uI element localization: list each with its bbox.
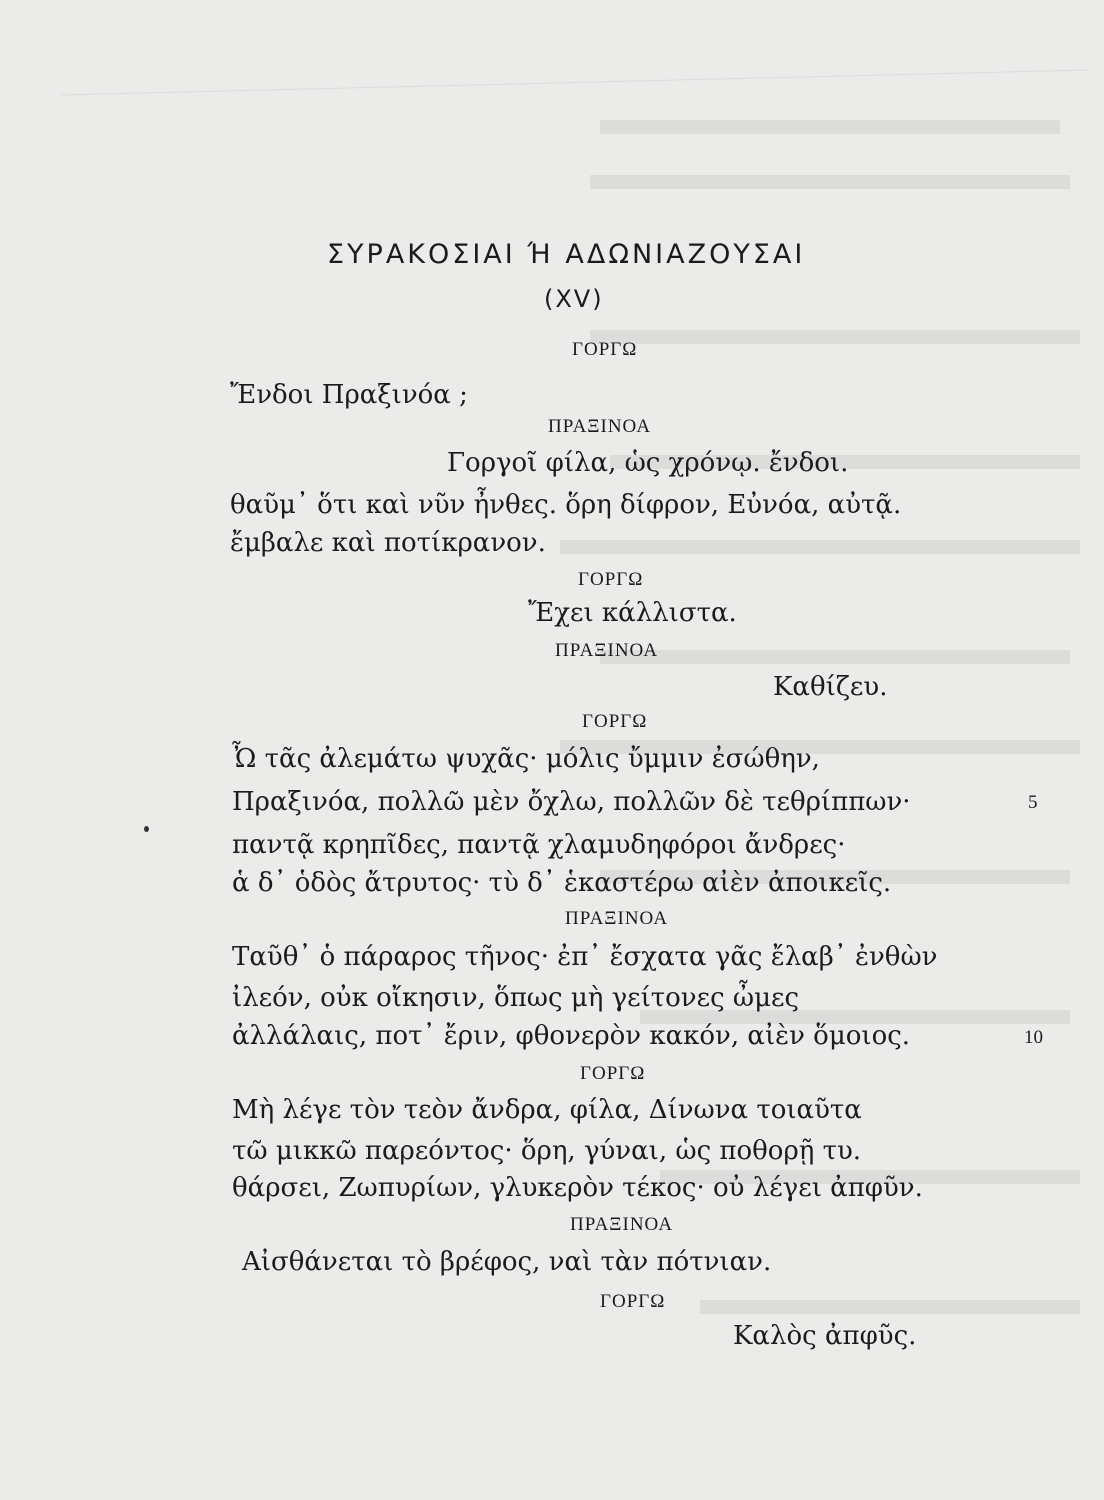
verse-line: Πραξινόα, πολλῶ μὲν ὄχλω, πολλῶν δὲ τεθρίππων·	[232, 787, 911, 817]
line-number: 5	[1028, 792, 1038, 813]
speaker-label: ΠΡΑΞΙΝΟΑ	[555, 640, 659, 661]
speaker-label: ΠΡΑΞΙΝΟΑ	[570, 1214, 674, 1235]
verse-line: ἔμβαλε καὶ ποτίκρανον.	[230, 528, 546, 558]
speaker-label: ΓΟΡΓΩ	[600, 1291, 666, 1312]
verse-line: ἀλλάλαις, ποτ᾽ ἔριν, φθονερὸν κακόν, αἰὲν ὅμοιος.	[232, 1021, 911, 1051]
verse-line: Καθίζευ.	[773, 672, 888, 702]
verse-line: Ἔνδοι Πραξινόα ;	[230, 380, 468, 410]
verse-line: τῶ μικκῶ παρεόντος· ὅρη, γύναι, ὡς ποθορῇ τυ.	[232, 1136, 862, 1166]
speaker-label: ΠΡΑΞΙΝΟΑ	[565, 908, 669, 929]
verse-line: ἁ δ᾽ ὁδὸς ἄτρυτος· τὺ δ᾽ ἑκαστέρω αἰὲν ἀποικεῖς.	[232, 868, 892, 898]
verse-line: Αἰσθάνεται τὸ βρέφος, ναὶ τὰν πότνιαν.	[242, 1247, 772, 1277]
poem-number: (XV)	[544, 285, 604, 313]
verse-line: θάρσει, Ζωπυρίων, γλυκερὸν τέκος· οὐ λέγει ἀπφῦν.	[232, 1173, 923, 1203]
speaker-label: ΓΟΡΓΩ	[582, 711, 648, 732]
verse-line: παντᾷ κρηπῖδες, παντᾷ χλαμυδηφόροι ἄνδρες·	[232, 830, 846, 860]
verse-line: Ταῦθ᾽ ὁ πάραρος τῆνος· ἐπ᾽ ἔσχατα γᾶς ἔλαβ᾽ ἐνθὼν	[232, 942, 938, 972]
verse-line: Μὴ λέγε τὸν τεὸν ἄνδρα, φίλα, Δίνωνα τοιαῦτα	[232, 1095, 862, 1125]
verse-line: Γοργοῖ φίλα, ὡς χρόνῳ. ἔνδοι.	[447, 448, 849, 478]
margin-mark	[144, 826, 149, 832]
verse-line: Καλὸς ἀπφῦς.	[733, 1321, 917, 1351]
poem-title: ΣΥΡΑΚΟΣΙΑΙ Ή ΑΔΩΝΙΑΖΟΥΣΑΙ	[327, 239, 806, 270]
verse-line: ἰλεόν, οὐκ οἴκησιν, ὅπως μὴ γείτονες ὦμες	[232, 983, 800, 1013]
speaker-label: ΓΟΡΓΩ	[580, 1063, 646, 1084]
speaker-label: ΠΡΑΞΙΝΟΑ	[548, 416, 652, 437]
speaker-label: ΓΟΡΓΩ	[578, 569, 644, 590]
verse-line: θαῦμ᾽ ὅτι καὶ νῦν ἦνθες. ὅρη δίφρον, Εὐνόα, αὐτᾷ.	[230, 490, 902, 520]
verse-line: Ἔχει κάλλιστα.	[528, 598, 737, 628]
line-number: 10	[1024, 1027, 1043, 1048]
speaker-label: ΓΟΡΓΩ	[572, 339, 638, 360]
verse-line: Ὦ τᾶς ἀλεμάτω ψυχᾶς· μόλις ὔμμιν ἐσώθην,	[232, 744, 820, 774]
